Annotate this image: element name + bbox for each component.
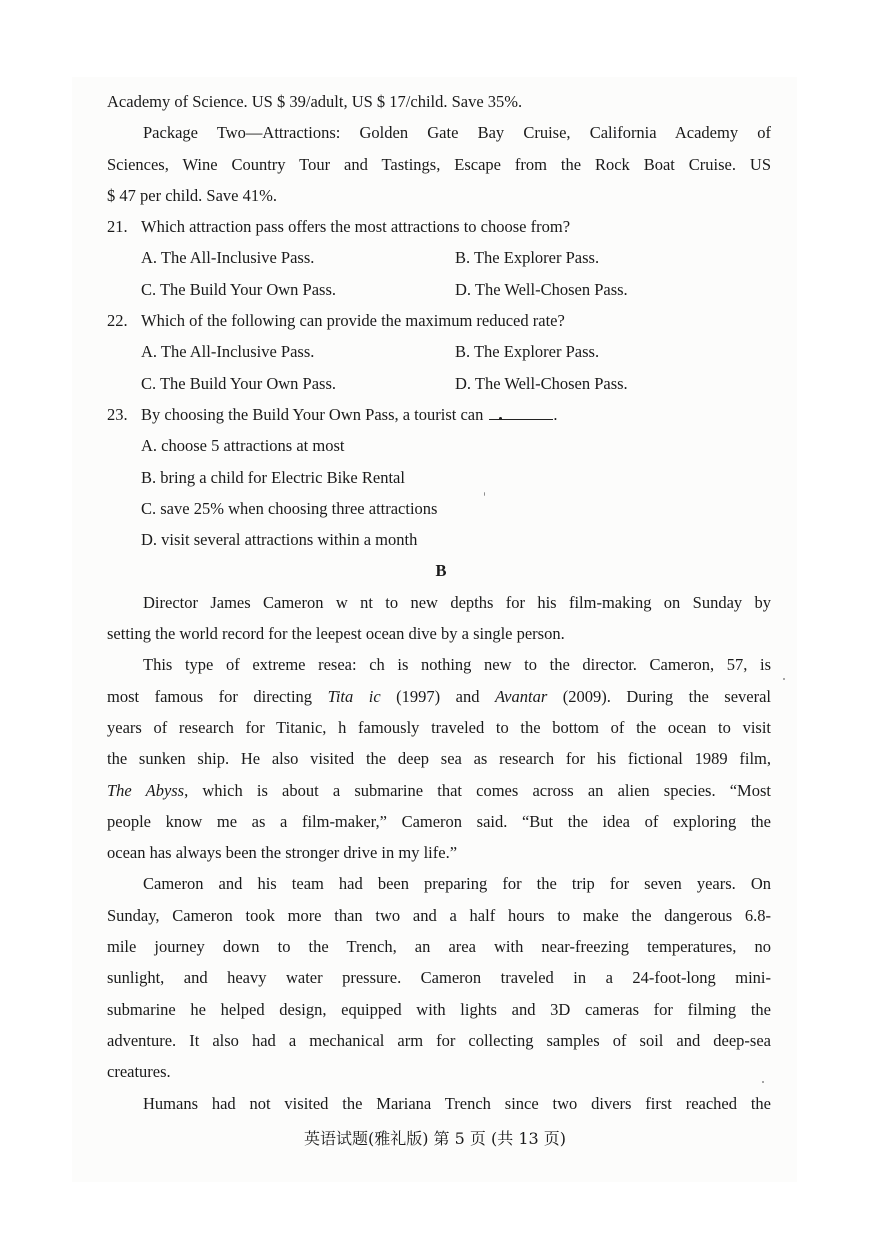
option-letter: C. (141, 373, 157, 393)
option-text: save 25% when choosing three attractions (160, 498, 438, 518)
passage-b-p3-line-3: mile journey down to the Trench, an area with near-freezing temperatures, no (107, 937, 771, 957)
passage-b-p3-line-6: adventure. It also had a mechanical arm for collecting samples of soil and deep-sea (107, 1030, 771, 1050)
option-text: bring a child for Electric Bike Rental (160, 467, 405, 487)
question-text: Which of the following can provide the maximum reduced rate? (141, 311, 565, 331)
option-d[interactable] (455, 368, 628, 399)
page-footer: 英语试题(雅礼版) 第 5 页 (共 13 页) (303, 1129, 567, 1148)
option-letter: D. (141, 530, 158, 550)
option-letter: D. (455, 373, 472, 393)
option-b[interactable] (455, 336, 599, 367)
option-letter: B. (455, 342, 471, 362)
passage-b-p3-line-7: creatures. (107, 1062, 171, 1082)
scan-speck (783, 678, 785, 680)
option-c[interactable] (107, 493, 771, 524)
option-text: visit several attractions within a month (161, 530, 418, 550)
exam-page (107, 86, 771, 1119)
package-two-line-2: Sciences, Wine Country Tour and Tastings, Escape from the Rock Boat Cruise. US (107, 154, 771, 174)
question-number: 23. (107, 404, 128, 424)
text-segment: (2009). During the several (547, 686, 771, 706)
question-22-options-cd (107, 368, 771, 399)
question-23 (107, 399, 771, 430)
question-22-options-ab (107, 336, 771, 367)
passage-b-p2-line-2 (107, 681, 771, 712)
option-letter: C. (141, 279, 157, 299)
option-letter: D. (455, 279, 472, 299)
passage-b-p2-line-1: This type of extreme resea: ch is nothing new to the director. Cameron, 57, is (143, 655, 771, 675)
film-title-avatar: Avantar (495, 686, 548, 706)
package-two-line-1: Package Two—Attractions: Golden Gate Bay Cruise, California Academy of (143, 123, 771, 143)
option-letter: A. (141, 436, 158, 456)
option-letter: A. (141, 342, 158, 362)
option-c[interactable] (141, 274, 455, 305)
option-text: The Well-Chosen Pass. (474, 279, 628, 299)
option-text: The Well-Chosen Pass. (474, 373, 628, 393)
passage-b-p2-line-7: ocean has always been the stronger drive in my life.” (107, 843, 458, 863)
passage-b-p2-line-3: years of research for Titanic, h famously traveled to the bottom of the ocean to visit (107, 717, 771, 737)
option-text: The Explorer Pass. (473, 248, 600, 268)
passage-a-tail-line: Academy of Science. US $ 39/adult, US $ 17/child. Save 35%. (107, 92, 523, 111)
option-d[interactable] (107, 524, 771, 555)
passage-b-p3-line-5: submarine he helped design, equipped with lights and 3D cameras for filming the (107, 999, 771, 1019)
option-b[interactable] (107, 462, 771, 493)
text-segment: most famous for directing (107, 686, 328, 706)
passage-b-p3-line-1: Cameron and his team had been preparing for the trip for seven years. On (143, 874, 771, 894)
option-text: The Build Your Own Pass. (159, 373, 336, 393)
question-21 (107, 211, 771, 242)
text-segment: (1997) and (380, 686, 495, 706)
option-a[interactable] (107, 430, 771, 461)
option-d[interactable] (455, 274, 628, 305)
question-number: 22. (107, 311, 128, 331)
option-text: choose 5 attractions at most (161, 436, 345, 456)
question-number: 21. (107, 217, 128, 237)
question-text: Which attraction pass offers the most attractions to choose from? (141, 217, 571, 237)
passage-b-p1-line-2: setting the world record for the leepest ocean dive by a single person. (107, 624, 565, 644)
film-title-titanic: Tita ic (327, 686, 381, 706)
option-letter: C. (141, 498, 157, 518)
option-letter: B. (455, 248, 471, 268)
option-a[interactable] (141, 336, 455, 367)
option-letter: A. (141, 248, 158, 268)
film-title-the-abyss: The Abyss (107, 780, 185, 800)
passage-b-p3-line-2: Sunday, Cameron took more than two and a half hours to make the dangerous 6.8- (107, 905, 771, 925)
option-text: The Build Your Own Pass. (159, 279, 336, 299)
passage-b-p2-line-5 (107, 775, 771, 806)
answer-blank (489, 405, 553, 420)
question-end-punct: . (553, 404, 558, 424)
question-text: By choosing the Build Your Own Pass, a tourist can (141, 404, 484, 424)
question-22 (107, 305, 771, 336)
passage-b-p2-line-6: people know me as a film-maker,” Cameron said. “But the idea of exploring the (107, 811, 771, 831)
question-21-options-cd (107, 274, 771, 305)
option-text: The All-Inclusive Pass. (160, 342, 315, 362)
option-text: The All-Inclusive Pass. (160, 248, 315, 268)
option-letter: B. (141, 467, 157, 487)
question-21-options-ab (107, 242, 771, 273)
passage-b-p2-line-4: the sunken ship. He also visited the deep sea as research for his fictional 1989 film, (107, 749, 771, 769)
scan-speck (484, 492, 485, 496)
package-two-line-3: $ 47 per child. Save 41%. (107, 185, 278, 205)
option-c[interactable] (141, 368, 455, 399)
passage-b-p1-line-1: Director James Cameron w nt to new depths for his film-making on Sunday by (143, 592, 771, 612)
scan-speck (762, 1081, 764, 1083)
passage-b-p4-line-1: Humans had not visited the Mariana Trench since two divers first reached the (143, 1093, 771, 1113)
option-text: The Explorer Pass. (473, 342, 600, 362)
option-a[interactable] (141, 242, 455, 273)
passage-b-p3-line-4: sunlight, and heavy water pressure. Cameron traveled in a 24-foot-long mini- (107, 968, 771, 988)
option-b[interactable] (455, 242, 599, 273)
section-heading-b: B (435, 561, 447, 581)
text-segment: , which is about a submarine that comes across an alien species. “Most (184, 780, 771, 800)
